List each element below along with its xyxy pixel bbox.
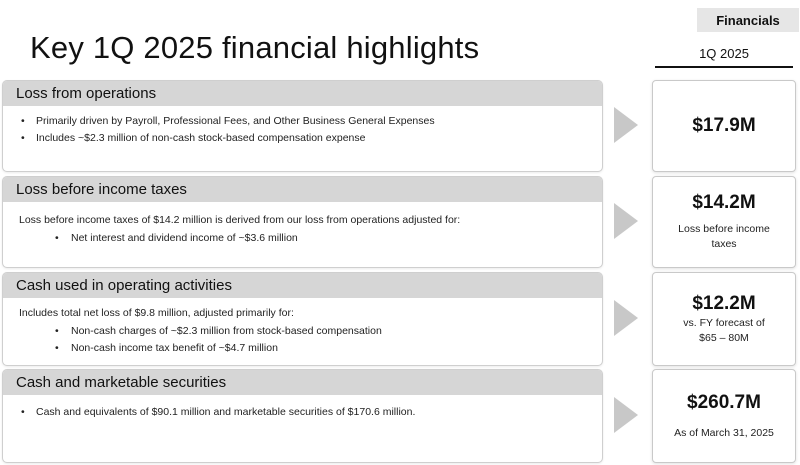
section-heading: Loss from operations [3, 81, 602, 106]
metric-note-line: vs. FY forecast of [683, 316, 765, 329]
metric-note-line: $65 – 80M [699, 331, 749, 344]
metric-card-loss-from-operations [652, 80, 796, 172]
metric-note [683, 316, 765, 346]
metric-value: $260.7M [687, 391, 761, 413]
section-body [3, 202, 602, 247]
bullet-list [19, 404, 588, 421]
financials-tag: Financials [697, 8, 799, 32]
arrow-right-icon [614, 300, 638, 336]
section-body [3, 298, 602, 357]
sub-bullet-list [19, 323, 588, 357]
page-title: Key 1Q 2025 financial highlights [30, 30, 480, 65]
section-heading: Loss before income taxes [3, 177, 602, 202]
section-lead-text: Includes total net loss of $9.8 million, adjusted primarily for: [19, 307, 294, 319]
arrow-right-icon [614, 203, 638, 239]
metric-note: As of March 31, 2025 [674, 426, 774, 439]
metric-value: $17.9M [692, 115, 756, 136]
arrow-right-icon [614, 107, 638, 143]
bullet-item: • Cash and equivalents of $90.1 million and marketable securities of $170.6 million. [19, 404, 588, 421]
metric-card-cash-used-in-operating-activities [652, 272, 796, 366]
metric-note-line: Loss before income [678, 223, 770, 235]
section-loss-from-operations [2, 80, 603, 172]
sub-bullet-item: • Net interest and dividend income of ~$3.6 million [19, 230, 588, 247]
metric-value: $14.2M [692, 192, 756, 213]
section-body [3, 395, 602, 421]
section-loss-before-income-taxes [2, 176, 603, 268]
metric-card-cash-and-marketable-securities [652, 369, 796, 463]
sub-bullet-list [19, 230, 588, 247]
metric-note [678, 222, 770, 252]
section-heading: Cash used in operating activities [3, 273, 602, 298]
section-heading: Cash and marketable securities [3, 370, 602, 395]
period-column-header: 1Q 2025 [655, 46, 793, 68]
section-cash-and-marketable-securities [2, 369, 603, 463]
metric-card-loss-before-income-taxes [652, 176, 796, 268]
bullet-item: • Primarily driven by Payroll, Professional Fees, and Other Business General Expenses [19, 113, 588, 130]
arrow-right-icon [614, 397, 638, 433]
section-body [3, 106, 602, 147]
sub-bullet-item: • Non-cash income tax benefit of ~$4.7 million [19, 340, 588, 357]
metric-value: $12.2M [692, 292, 756, 314]
bullet-item: • Includes ~$2.3 million of non-cash stock-based compensation expense [19, 130, 588, 147]
section-lead-text: Loss before income taxes of $14.2 million is derived from our loss from operations adjusted for: [19, 214, 461, 226]
section-cash-used-in-operating-activities [2, 272, 603, 366]
metric-note-line: taxes [711, 238, 737, 250]
bullet-list [19, 113, 588, 147]
sub-bullet-item: • Non-cash charges of ~$2.3 million from stock-based compensation [19, 323, 588, 340]
